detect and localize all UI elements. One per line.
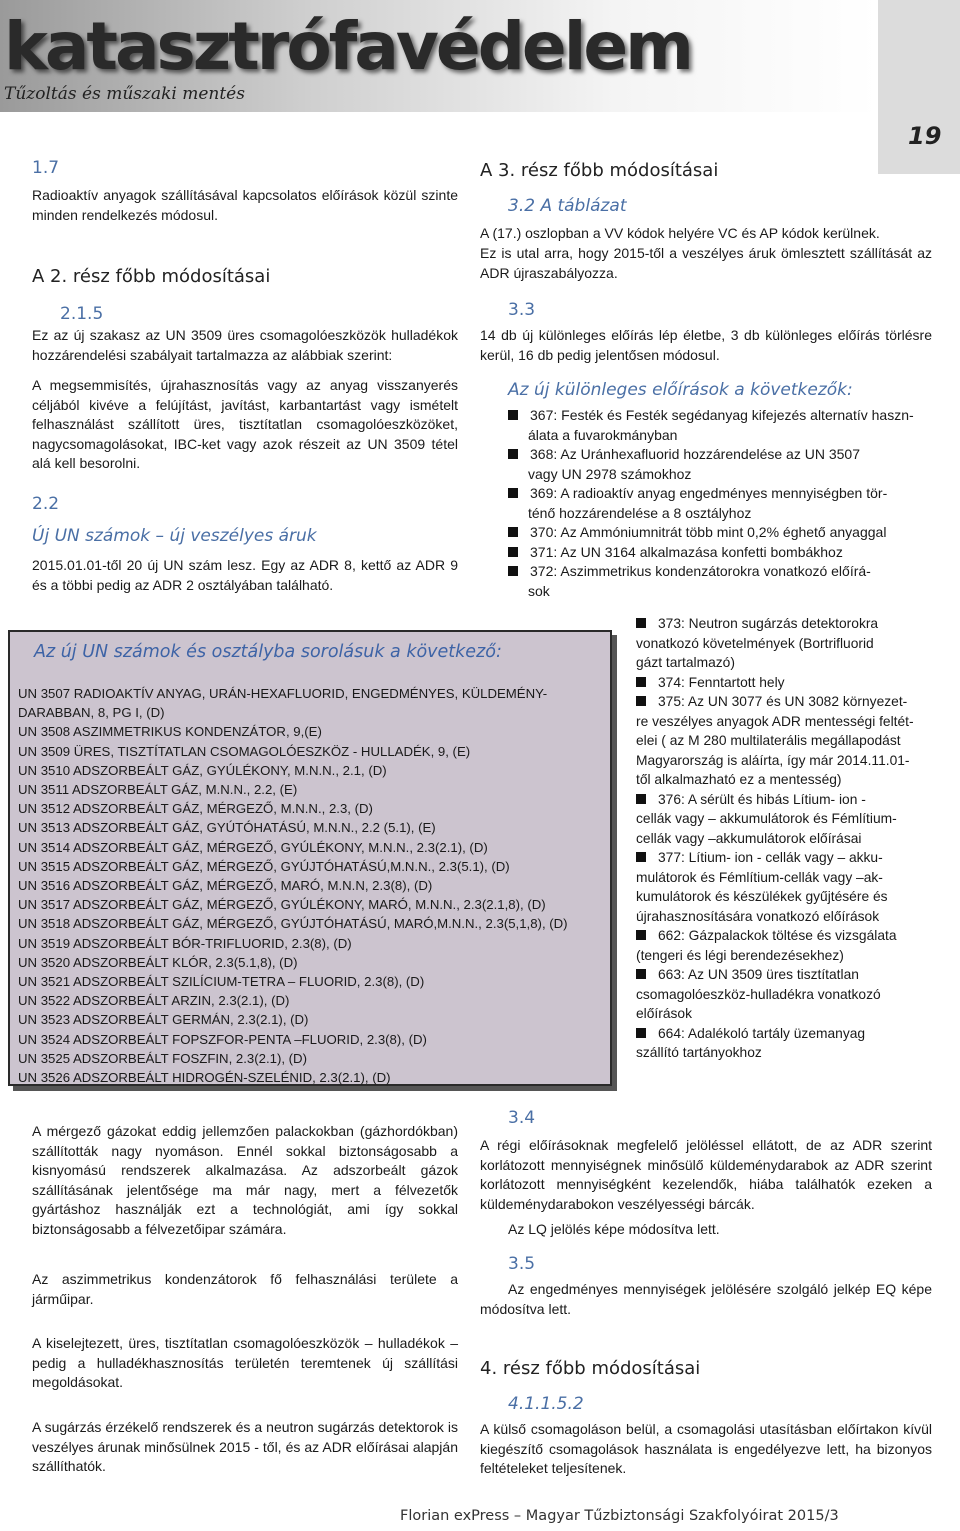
heading-part-2: A 2. rész főbb módosításai	[32, 266, 271, 287]
heading-3-5: 3.5	[508, 1254, 536, 1274]
list-item: 662: Gázpalackok töltése és vizsgálata	[636, 926, 934, 946]
un-list-item: UN 3513 ADSZORBEÁLT GÁZ, GYÚTÓHATÁSÚ, M.N.N., 2.2 (5.1), (E)	[18, 820, 436, 836]
special-provision-list	[508, 406, 936, 601]
square-bullet-icon	[636, 969, 646, 979]
list-item-continuation: cellák vagy –akkumulátorok előírásai	[636, 830, 862, 846]
list-item-continuation: előírások	[636, 1006, 692, 1021]
heading-3-3: 3.3	[508, 300, 536, 320]
un-list-item: UN 3516 ADSZORBEÁLT GÁZ, MÉRGEZŐ, MARÓ, M.N.N, 2.3(8), (D)	[18, 878, 433, 894]
paragraph-capacitors: Az aszimmetrikus kondenzátorok fő felhasználási területe a járműipar.	[32, 1271, 458, 1307]
list-item-continuation: (tengeri és légi berendezésekhez)	[636, 947, 844, 963]
section-title: Tűzoltás és műszaki mentés	[4, 84, 245, 104]
list-item-continuation: ténő hozzárendelése a 8 osztályhoz	[528, 504, 752, 521]
un-list-item: UN 3512 ADSZORBEÁLT GÁZ, MÉRGEZŐ, M.N.N., 2.3, (D)	[18, 801, 373, 817]
square-bullet-icon	[636, 930, 646, 940]
square-bullet-icon	[508, 449, 518, 459]
paragraph-3-3: 14 db új különleges előírás lép életbe, 3 db különleges előírás törlésre kerül, 16 db pedig jelentősen módosul.	[480, 327, 932, 363]
paragraph-2-1-5-intro: Ez az új szakasz az UN 3509 üres csomagolóeszközök hulladékok hozzárendelési szabályait tartalmazza az alábbiak szerint:	[32, 327, 458, 363]
special-provision-list-narrow	[636, 614, 934, 1063]
un-list-item: UN 3515 ADSZORBEÁLT GÁZ, MÉRGEZŐ, GYÚJTÓHATÁSÚ,M.N.N., 2.3(5.1), (D)	[18, 858, 510, 874]
list-item-continuation: vonatkozó követelmények (Bortrifluorid	[636, 635, 874, 651]
paragraph-3-5: Az engedményes mennyiségek jelölésére szolgáló jelkép EQ képe módosítva lett.	[480, 1281, 932, 1317]
paragraph-2-2: 2015.01.01-től 20 új UN szám lesz. Egy az ADR 8, kettő az ADR 9 és a többi pedig az ADR 2 osztályában található.	[32, 557, 458, 593]
list-item-continuation: kumulátorok és készülékek gyűjtésére és	[636, 889, 888, 904]
un-list-item: UN 3510 ADSZORBEÁLT GÁZ, GYÚLÉKONY, M.N.N., 2.1, (D)	[18, 762, 387, 778]
square-bullet-icon	[508, 488, 518, 498]
un-list-item: UN 3508 ASZIMMETRIKUS KONDENZÁTOR, 9,(E)	[18, 724, 322, 740]
list-item-continuation: elei ( az M 280 multilaterális megállapodást	[636, 733, 901, 748]
square-bullet-icon	[636, 852, 646, 862]
paragraph-1-7: Radioaktív anyagok szállításával kapcsolatos előírások közül szinte minden rendelkezés módosul.	[32, 187, 458, 223]
list-item: 374: Fenntartott hely	[636, 673, 934, 693]
paragraph-2-1-5-rule: A megsemmisítés, újrahasznosítás vagy az anyag visszanyerés céljából kivéve a felújítást, javítást, karbantartást vagy ismételt felhasználást szállított üres, tisztítatlan csomagolóeszközöket, nagycsomagolásokat, IBC-ket vagy azok részeit az UN 3509 tétel alá kell besorolni.	[32, 377, 458, 471]
square-bullet-icon	[636, 677, 646, 687]
un-list-item: UN 3524 ADSZORBEÁLT FOPSZFOR-PENTA –FLUORID, 2.3(8), (D)	[18, 1031, 427, 1047]
square-bullet-icon	[508, 410, 518, 420]
list-item: 367: Festék és Festék segédanyag kifejezés alternatív haszn-	[508, 406, 936, 426]
square-bullet-icon	[636, 696, 646, 706]
heading-3-4: 3.4	[508, 1108, 536, 1128]
list-item: 373: Neutron sugárzás detektorokra	[636, 614, 934, 634]
un-list-item: UN 3514 ADSZORBEÁLT GÁZ, MÉRGEZŐ, GYÚLÉKONY, M.N.N., 2.3(2.1), (D)	[18, 839, 488, 855]
list-item-continuation: től alkalmazható ez a mentesség)	[636, 772, 842, 787]
list-item-continuation: Magyarország is aláírta, így már 2014.11.01-	[636, 752, 910, 768]
list-item-continuation: mulátorok és Fémlítium-cellák vagy –ak-	[636, 869, 883, 885]
list-item-continuation: gázt tartalmazó)	[636, 655, 735, 670]
heading-special-provisions: Az új különleges előírások a következők:	[508, 380, 853, 400]
magazine-brand: katasztrófavédelem	[4, 8, 691, 85]
list-item: 370: Az Ammóniumnitrát több mint 0,2% éghető anyaggal	[508, 523, 936, 543]
square-bullet-icon	[508, 566, 518, 576]
paragraph-4-1-1-5-2: A külső csomagoláson belül, a csomagolási utasításban előírtakon kívül kiegészítő csomagolások használata is engedélyezve lett, ha bizonyos feltételeket teljesítenek.	[480, 1421, 932, 1476]
un-list-item: DARABBAN, 8, PG I, (D)	[18, 705, 165, 721]
paragraph-radiation-detectors: A sugárzás érzékelő rendszerek és a neutron sugárzás detektorok is veszélyes árunak minősülnek 2015 - től, és az ADR előírásai alapján szállíthatók.	[32, 1419, 458, 1474]
paragraph-3-4: A régi előírásoknak megfelelő jelöléssel ellátott, de az ADR szerint korlátozott mennyiségnek minősülő küldeménydarabok az ADR szerint korlátozott mennyiségként kezelendők, hiába találhatók ezeken a küldeménydarabokon veszélyességi bárcák.	[480, 1137, 932, 1212]
heading-2-2-title: Új UN számok – új veszélyes áruk	[32, 526, 317, 546]
list-item-continuation: re veszélyes anyagok ADR mentességi feltét-	[636, 713, 914, 729]
list-item: 372: Aszimmetrikus kondenzátorokra vonatkozó előírá-	[508, 562, 936, 582]
square-bullet-icon	[636, 1028, 646, 1038]
square-bullet-icon	[508, 527, 518, 537]
square-bullet-icon	[636, 618, 646, 628]
list-item: 664: Adalékoló tartály üzemanyag	[636, 1024, 934, 1044]
paragraph-toxic-gases: A mérgező gázokat eddig jellemzően palackokban (gázhordókban) szállították nagy nyomáson. Ennél sokkal biztonságosabb a kisnyomású rendszerek alkalmazása. Az adszorbeált gázok szállításának jelentősége ma már nagy, mert a félvezetők gyártáshoz használják ezt a technológiát, ami így sokkal biztonságosabb a félvezetőipar számára.	[32, 1123, 458, 1237]
un-list-item: UN 3525 ADSZORBEÁLT FOSZFIN, 2.3(2.1), (D)	[18, 1050, 307, 1066]
un-list-item: UN 3523 ADSZORBEÁLT GERMÁN, 2.3(2.1), (D)	[18, 1012, 309, 1028]
un-list-item: UN 3511 ADSZORBEÁLT GÁZ, M.N.N., 2.2, (E)	[18, 782, 298, 798]
list-item-continuation: álata a fuvarokmányban	[528, 426, 678, 443]
list-item: 375: Az UN 3077 és UN 3082 környezet-	[636, 692, 934, 712]
un-list-item: UN 3522 ADSZORBEÁLT ARZIN, 2.3(2.1), (D)	[18, 993, 290, 1009]
heading-2-1-5: 2.1.5	[60, 304, 104, 324]
square-bullet-icon	[636, 794, 646, 804]
paragraph-3-2-b: Ez is utal arra, hogy 2015-től a veszélyes áruk ömlesztett szállítását az ADR újraszabályozza.	[480, 245, 932, 281]
page-number: 19	[908, 122, 942, 150]
list-item-continuation: csomagolóeszköz-hulladékra vonatkozó	[636, 986, 881, 1002]
un-list	[18, 684, 608, 1087]
list-item: 371: Az UN 3164 alkalmazása konfetti bombákhoz	[508, 543, 936, 563]
list-item: 369: A radioaktív anyag engedményes mennyiségben tör-	[508, 484, 936, 504]
list-item-continuation: vagy UN 2978 számokhoz	[528, 465, 692, 482]
un-list-item: UN 3517 ADSZORBEÁLT GÁZ, MÉRGEZŐ, GYÚLÉKONY, MARÓ, M.N.N., 2.3(2.1,8), (D)	[18, 897, 546, 913]
list-item: 376: A sérült és hibás Lítium- ion -	[636, 790, 934, 810]
paragraph-3-2-a: A (17.) oszlopban a VV kódok helyére VC és AP kódok kerülnek.	[480, 225, 880, 241]
heading-part-3: A 3. rész főbb módosításai	[480, 160, 719, 181]
heading-1-7: 1.7	[32, 158, 60, 178]
list-item: 663: Az UN 3509 üres tisztítatlan	[636, 965, 934, 985]
square-bullet-icon	[508, 547, 518, 557]
heading-2-2: 2.2	[32, 494, 60, 514]
list-item-continuation: szállító tartányokhoz	[636, 1045, 762, 1060]
footer-journal-title: Florian exPress – Magyar Tűzbiztonsági Szakfolyóirat 2015/3	[400, 1508, 839, 1524]
un-list-item: UN 3520 ADSZORBEÁLT KLÓR, 2.3(5.1,8), (D)	[18, 954, 298, 970]
paragraph-packaging-waste: A kiselejtezett, üres, tisztítatlan csomagolóeszközök – hulladékok – pedig a hulladékhasznosítás területén teremtenek új szállítási megoldásokat.	[32, 1335, 458, 1390]
un-list-item: UN 3509 ÜRES, TISZTÍTATLAN CSOMAGOLÓESZKÖZ - HULLADÉK, 9, (E)	[18, 743, 471, 759]
un-list-item: UN 3526 ADSZORBEÁLT HIDROGÉN-SZELÉNID, 2.3(2.1), (D)	[18, 1070, 391, 1086]
un-list-item: UN 3521 ADSZORBEÁLT SZILÍCIUM-TETRA – FLUORID, 2.3(8), (D)	[18, 974, 425, 990]
un-list-item: UN 3519 ADSZORBEÁLT BÓR-TRIFLUORID, 2.3(8), (D)	[18, 935, 352, 951]
paragraph-3-4-lq: Az LQ jelölés képe módosítva lett.	[508, 1221, 720, 1237]
heading-4-1-1-5-2: 4.1.1.5.2	[508, 1394, 584, 1414]
list-item-continuation: sok	[528, 582, 550, 599]
list-item-continuation: újrahasznosítására vonatkozó előírások	[636, 908, 880, 924]
list-item: 377: Lítium- ion - cellák vagy – akku-	[636, 848, 934, 868]
list-item-continuation: cellák vagy – akkumulátorok és Fémlítium-	[636, 811, 897, 826]
heading-part-4: 4. rész főbb módosításai	[480, 1358, 701, 1379]
un-box-title: Az új UN számok és osztályba sorolásuk a következő:	[34, 642, 502, 662]
heading-3-2: 3.2 A táblázat	[508, 196, 627, 216]
list-item: 368: Az Uránhexafluorid hozzárendelése az UN 3507	[508, 445, 936, 465]
un-list-item: UN 3518 ADSZORBEÁLT GÁZ, MÉRGEZŐ, GYÚJTÓHATÁSÚ, MARÓ,M.N.N., 2.3(5,1,8), (D)	[18, 916, 568, 932]
un-list-item: UN 3507 RADIOAKTÍV ANYAG, URÁN-HEXAFLUORID, ENGEDMÉNYES, KÜLDEMÉNY-	[18, 686, 548, 701]
